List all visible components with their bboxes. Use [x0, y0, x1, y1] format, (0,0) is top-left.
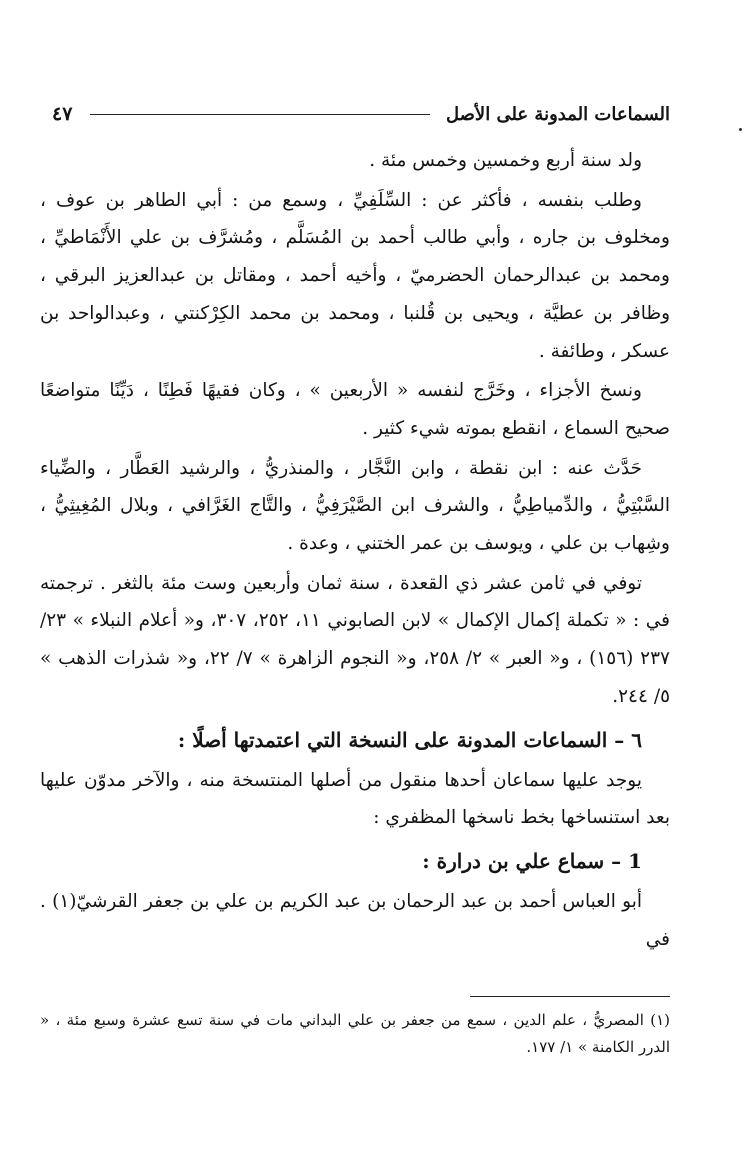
- footnote-1: (١) المصريُّ ، علم الدين ، سمع من جعفر بن علي البداني مات في سنة تسع عشرة وسبع مئة ، « الدرر الكامنة » ١/ ١٧٧.: [40, 1011, 670, 1057]
- footnote-separator: [470, 996, 670, 997]
- running-head: [40, 94, 670, 134]
- paragraph-birth: ولد سنة أربع وخمسين وخمس مئة .: [369, 150, 642, 171]
- paragraph-students: حَدَّث عنه : ابن نقطة ، وابن النَّجَّار ، والمنذريُّ ، والرشيد العَطَّار ، والضِّياء السَّبْتِيُّ ، والدِّمياطِيُّ ، والشرف ابن الصَّيْرَفِيُّ ، والتَّاج الغَرَّافي ، وبلال المُغِيثِيُّ ، وشِهاب بن علي ، ويوسف بن عمر الختني ، وعدة .: [40, 457, 670, 555]
- paragraph-section: يوجد عليها سماعان أحدها منقول من أصلها المنتسخة منه ، والآخر مدوّن عليها بعد استنساخها بخط ناسخها المظفري :: [40, 769, 670, 829]
- footnotes: [40, 1007, 670, 1061]
- paragraph-copying: ونسخ الأجزاء ، وخَرَّج لنفسه « الأربعين » ، وكان فقيهًا فَطِنًا ، دَيِّنًا متواضعًا صحيح السماع ، انقطع بموته شيء كثير .: [40, 380, 670, 439]
- paragraph-death: توفي في ثامن عشر ذي القعدة ، سنة ثمان وأربعين وست مئة بالثغر . ترجمته في : « تكملة إكمال الإكمال » لابن الصابوني ١١، ٢٥٢، ٣٠٧، و« أعلام النبلاء » ٢٣/ ٢٣٧ (١٥٦) ، و« العبر » ٢/ ٢٥٨، و« النجوم الزاهرة » ٧/ ٢٢، و« شذرات الذهب » ٥/ ٢٤٤.: [40, 572, 671, 707]
- section-heading: ٦ – السماعات المدونة على النسخة التي اعتمدتها أصلًا :: [177, 727, 642, 752]
- book-page: [40, 70, 670, 1150]
- page-number: ٤٧: [52, 103, 73, 125]
- header-rule: [90, 114, 430, 115]
- scan-speck: [739, 128, 742, 131]
- subheading: 1 – سماع علي بن درارة :: [422, 848, 642, 873]
- running-title: السماعات المدونة على الأصل: [446, 103, 670, 125]
- paragraph-teachers: وطلب بنفسه ، فأكثر عن : السِّلَفِيِّ ، وسمع من : أبي الطاهر بن عوف ، ومخلوف بن جاره ، وأبي طالب أحمد بن المُسَلَّم ، ومُشرَّف بن علي الأَنْمَاطيِّ ، ومحمد بن عبدالرحمان الحضرميّ ، وأخيه أحمد ، ومقاتل بن عبدالعزيز البرقي ، وظافر بن عطيَّة ، ويحيى بن قُلنبا ، ومحمد بن محمد الكِرْكنتي ، وعبدالواحد بن عسكر ، وطائفة .: [40, 189, 671, 362]
- paragraph-last: أبو العباس أحمد بن عبد الرحمان بن عبد الكريم بن علي بن جعفر القرشيّ(١) . في: [40, 890, 670, 950]
- main-text: [40, 142, 670, 958]
